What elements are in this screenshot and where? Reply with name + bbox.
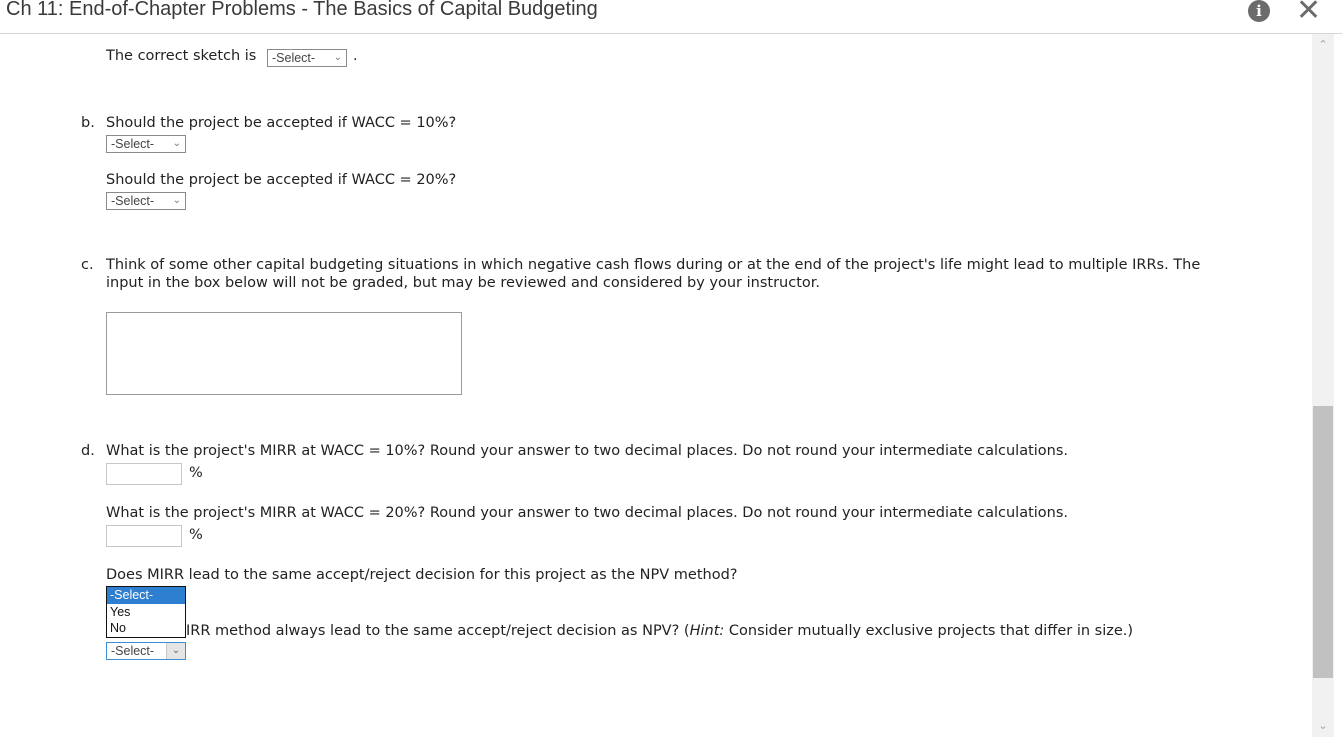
mirr-irr-npv-select[interactable]	[106, 642, 186, 660]
vertical-scrollbar[interactable]	[1312, 34, 1334, 737]
dropdown-option-yes[interactable]: Yes	[110, 604, 131, 619]
part-c-text-line-2: input in the box below will not be graded, but may be reviewed and considered by your instructor.	[106, 275, 820, 291]
info-icon[interactable]: i	[1248, 0, 1270, 22]
part-b-question-1: Should the project be accepted if WACC = 10%?	[106, 115, 457, 131]
accept-wacc10-select[interactable]	[106, 135, 186, 153]
chevron-down-icon: ⌄	[172, 195, 181, 206]
sketch-question-suffix: .	[353, 48, 358, 64]
part-d-letter: d.	[81, 443, 95, 459]
part-b-question-2: Should the project be accepted if WACC = 20%?	[106, 172, 457, 188]
part-c-letter: c.	[81, 257, 94, 273]
accept-wacc20-select-value: -Select-	[111, 194, 155, 208]
mirr-npv-decision-dropdown-list[interactable]	[106, 586, 186, 638]
page-title: Ch 11: End-of-Chapter Problems - The Basics of Capital Budgeting	[6, 0, 598, 20]
chevron-down-icon: ⌄	[166, 643, 185, 659]
accept-wacc10-select-value: -Select-	[111, 137, 155, 151]
sketch-select-value: -Select-	[272, 51, 316, 65]
dropdown-option-no[interactable]: No	[110, 621, 126, 636]
accept-wacc20-select[interactable]	[106, 192, 186, 210]
sketch-question-label: The correct sketch is	[106, 48, 257, 64]
dropdown-option-select[interactable]: -Select-	[107, 587, 185, 604]
part-d-question-4	[186, 623, 1133, 639]
mirr-irr-npv-select-value: -Select-	[111, 644, 155, 658]
mirr-wacc10-input[interactable]	[106, 463, 182, 485]
scrollbar-thumb[interactable]	[1313, 406, 1333, 678]
part-d-question-1: What is the project's MIRR at WACC = 10%? Round your answer to two decimal places. Do not round your intermediate calculations.	[106, 443, 1069, 459]
hint-label: Hint:	[689, 623, 725, 639]
percent-unit-2: %	[189, 527, 203, 543]
part-d-question-3: Does MIRR lead to the same accept/reject decision for this project as the NPV method?	[106, 567, 738, 583]
chevron-down-icon: ⌄	[333, 52, 342, 63]
multiple-irr-textarea[interactable]	[106, 312, 462, 395]
part-b-letter: b.	[81, 115, 95, 131]
part-d-question-4-rest: Consider mutually exclusive projects that differ in size.)	[724, 623, 1134, 639]
part-d-question-2: What is the project's MIRR at WACC = 20%? Round your answer to two decimal places. Do not round your intermediate calculations.	[106, 505, 1069, 521]
chevron-down-icon: ⌄	[172, 138, 181, 149]
percent-unit-1: %	[189, 465, 203, 481]
part-c-text-line-1: Think of some other capital budgeting situations in which negative cash flows during or at the end of the project's life might lead to multiple IRRs. The	[106, 257, 1201, 273]
scroll-down-icon[interactable]: ⌄	[1318, 719, 1328, 732]
mirr-wacc20-input[interactable]	[106, 525, 182, 547]
scroll-up-icon[interactable]: ⌃	[1318, 38, 1328, 51]
modal-title-bar	[0, 0, 1342, 34]
part-d-question-4-start: IRR method always lead to the same accept/reject decision as NPV? (	[186, 623, 690, 639]
sketch-select[interactable]	[267, 49, 347, 67]
close-icon[interactable]: ✕	[1296, 0, 1322, 28]
